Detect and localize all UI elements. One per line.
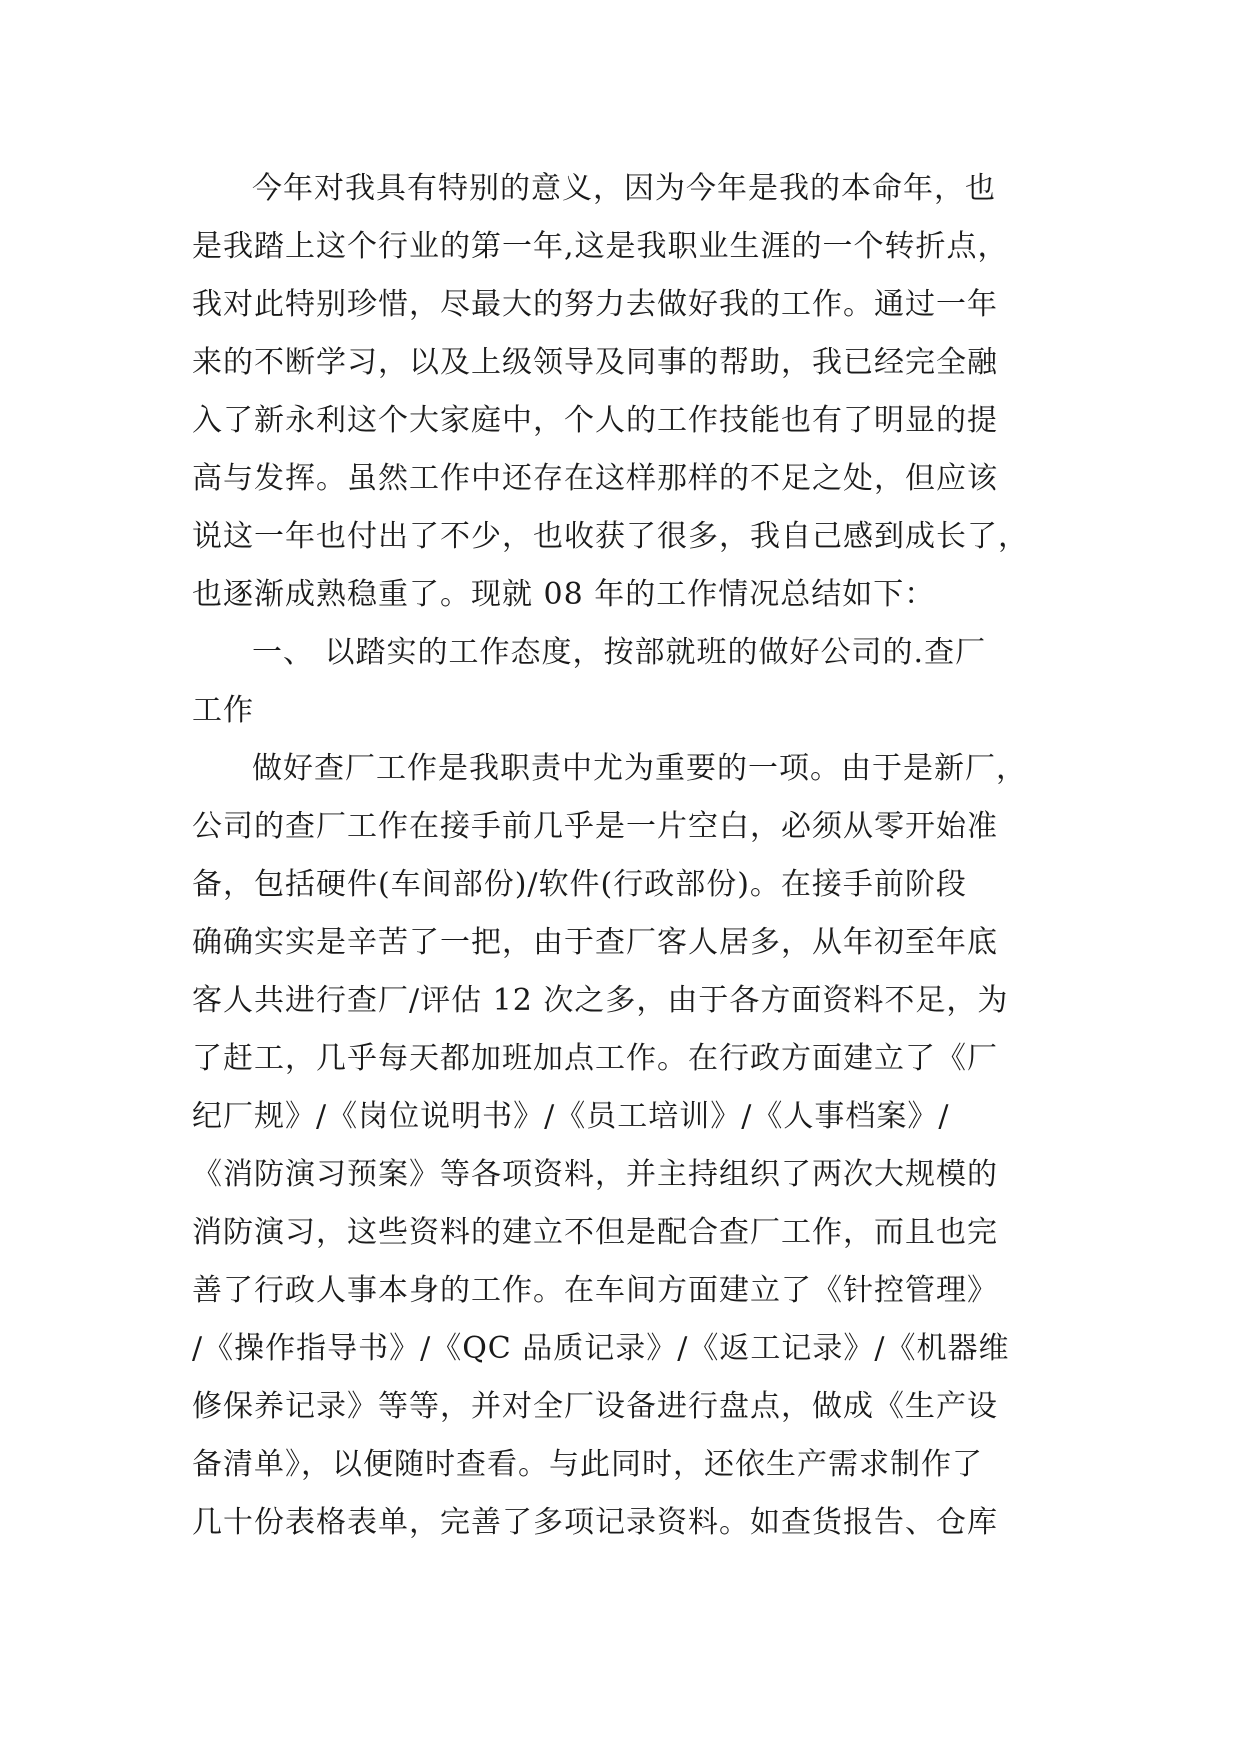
document-body — [192, 160, 1072, 1552]
text-line: 做好查厂工作是我职责中尤为重要的一项。由于是新厂， — [252, 751, 1027, 786]
text-line: 高与发挥。虽然工作中还存在这样那样的不足之处，但应该 — [192, 461, 998, 496]
text-line: 善了行政人事本身的工作。在车间方面建立了《针控管理》 — [192, 1273, 998, 1308]
text-line: 备，包括硬件(车间部份)/软件(行政部份)。在接手前阶段 — [192, 867, 967, 902]
heading-line: 工作 — [192, 693, 254, 728]
text-line: 几十份表格表单，完善了多项记录资料。如查货报告、仓库 — [192, 1505, 998, 1540]
paragraph-intro — [192, 160, 1072, 624]
text-line: 是我踏上这个行业的第一年,这是我职业生涯的一个转折点， — [192, 229, 1009, 264]
paragraph-inspection — [192, 740, 1072, 1552]
text-line: 确确实实是辛苦了一把，由于查厂客人居多，从年初至年底 — [192, 925, 998, 960]
text-line: 纪厂规》/《岗位说明书》/《员工培训》/《人事档案》/ — [192, 1099, 950, 1134]
section-heading — [192, 624, 1072, 740]
text-line: 消防演习，这些资料的建立不但是配合查厂工作，而且也完 — [192, 1215, 998, 1250]
text-line: 也逐渐成熟稳重了。现就 08 年的工作情况总结如下： — [192, 577, 936, 612]
text-line: 来的不断学习，以及上级领导及同事的帮助，我已经完全融 — [192, 345, 998, 380]
text-line: 公司的查厂工作在接手前几乎是一片空白，必须从零开始准 — [192, 809, 998, 844]
text-line: 说这一年也付出了不少，也收获了很多，我自己感到成长了， — [192, 519, 1029, 554]
text-line: 入了新永利这个大家庭中，个人的工作技能也有了明显的提 — [192, 403, 998, 438]
text-line: 修保养记录》等等，并对全厂设备进行盘点，做成《生产设 — [192, 1389, 998, 1424]
text-line: 我对此特别珍惜，尽最大的努力去做好我的工作。通过一年 — [192, 287, 998, 322]
text-line: 备清单》，以便随时查看。与此同时，还依生产需求制作了 — [192, 1447, 983, 1482]
text-line: 客人共进行查厂/评估 12 次之多，由于各方面资料不足，为 — [192, 983, 1009, 1018]
text-line: 了赶工，几乎每天都加班加点工作。在行政方面建立了《厂 — [192, 1041, 998, 1076]
text-line: 《消防演习预案》等各项资料，并主持组织了两次大规模的 — [192, 1157, 998, 1192]
text-line: /《操作指导书》/《QC 品质记录》/《返工记录》/《机器维 — [192, 1331, 1010, 1366]
text-line: 今年对我具有特别的意义，因为今年是我的本命年，也 — [252, 171, 996, 206]
heading-line: 一、 以踏实的工作态度，按部就班的做好公司的.查厂 — [252, 635, 987, 670]
